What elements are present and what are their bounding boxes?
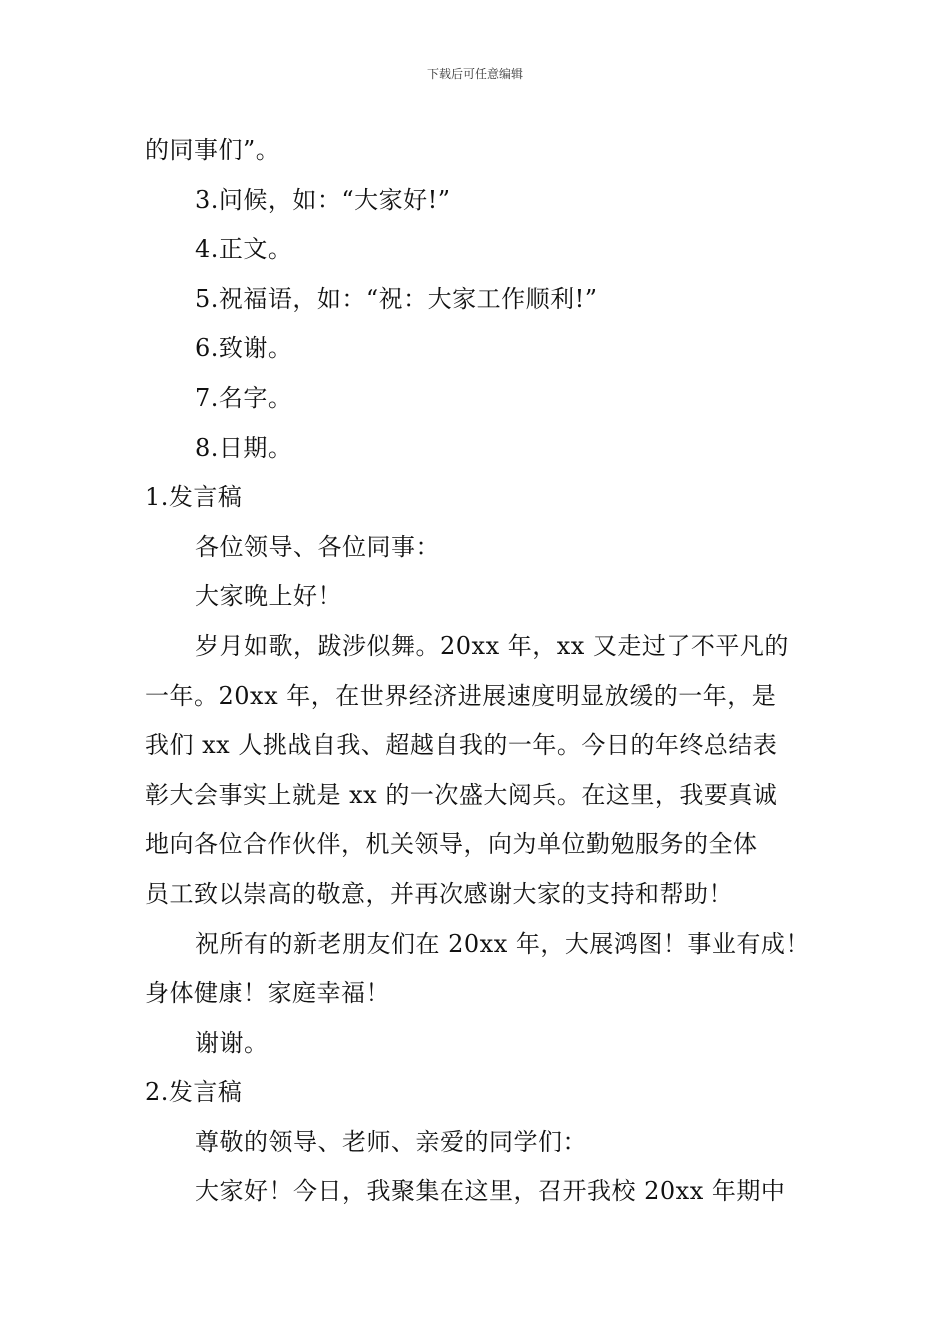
- greeting-1: 大家晚上好！: [195, 582, 342, 611]
- page-header: 下载后可任意编辑: [426, 67, 523, 81]
- list-item-date: 8.日期。: [195, 433, 293, 462]
- list-item-thanks: 6.致谢。: [195, 334, 293, 363]
- paragraph-line: 我们 xx 人挑战自我、超越自我的一年。今日的年终总结表: [145, 731, 778, 760]
- paragraph-line: 的同事们”。: [145, 136, 281, 164]
- paragraph-line: 一年。20xx 年，在世界经济进展速度明显放缓的一年，是: [145, 681, 777, 710]
- salutation-2: 尊敬的领导、老师、亲爱的同学们：: [195, 1127, 587, 1156]
- section-heading-1: 1.发言稿: [145, 483, 243, 512]
- list-item-name: 7.名字。: [195, 383, 293, 412]
- list-item-blessing: 5.祝福语，如：“祝：大家工作顺利!”: [195, 284, 598, 313]
- document-body: [145, 126, 825, 1217]
- list-item-greeting: 3.问候，如：“大家好!”: [195, 185, 451, 214]
- paragraph-line: 祝所有的新老朋友们在 20xx 年，大展鸿图！事业有成！: [195, 929, 810, 958]
- salutation-1: 各位领导、各位同事：: [195, 532, 440, 561]
- closing-1: 谢谢。: [195, 1028, 269, 1057]
- paragraph-line: 大家好！今日，我聚集在这里，召开我校 20xx 年期中: [195, 1177, 786, 1206]
- paragraph-line: 员工致以崇高的敬意，并再次感谢大家的支持和帮助！: [145, 879, 733, 908]
- list-item-body: 4.正文。: [195, 235, 293, 264]
- paragraph-line: 身体健康！家庭幸福！: [145, 979, 390, 1008]
- paragraph-line: 岁月如歌，跋涉似舞。20xx 年，xx 又走过了不平凡的: [195, 631, 789, 660]
- section-heading-2: 2.发言稿: [145, 1078, 243, 1107]
- paragraph-line: 地向各位合作伙伴，机关领导，向为单位勤勉服务的全体: [145, 830, 758, 859]
- paragraph-line: 彰大会事实上就是 xx 的一次盛大阅兵。在这里，我要真诚: [145, 780, 778, 809]
